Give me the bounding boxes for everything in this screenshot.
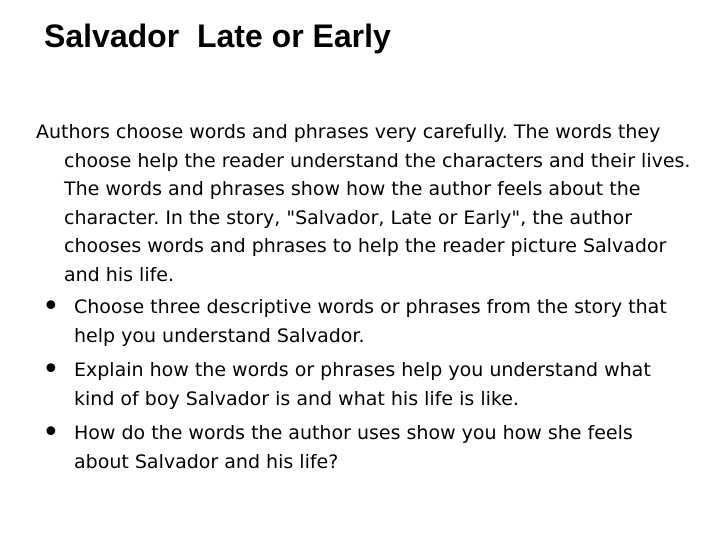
- bullet-text: Choose three descriptive words or phrases from the story that help you understand Salvador.: [74, 296, 667, 347]
- bullet-item: [36, 289, 692, 350]
- bullet-item: [36, 352, 692, 413]
- bullet-list: [36, 289, 692, 483]
- bullet-text: Explain how the words or phrases help you understand what kind of boy Salvador is and what his life is like.: [74, 359, 651, 410]
- bullet-text: How do the words the author uses show you how she feels about Salvador and his life?: [74, 422, 633, 473]
- bullet-icon: •: [42, 415, 60, 451]
- bullet-item: [36, 415, 692, 476]
- slide-title: Salvador Late or Early: [44, 18, 391, 54]
- intro-paragraph: Authors choose words and phrases very carefully. The words they choose help the reader understand the characters and their lives. The words and phrases show how the author feels about the character. In the story, "Salvador, Late or Early", the author chooses words and phrases to help the reader picture Salvador and his life.: [36, 121, 691, 286]
- bullet-icon: •: [42, 352, 60, 388]
- bullet-icon: •: [42, 289, 60, 324]
